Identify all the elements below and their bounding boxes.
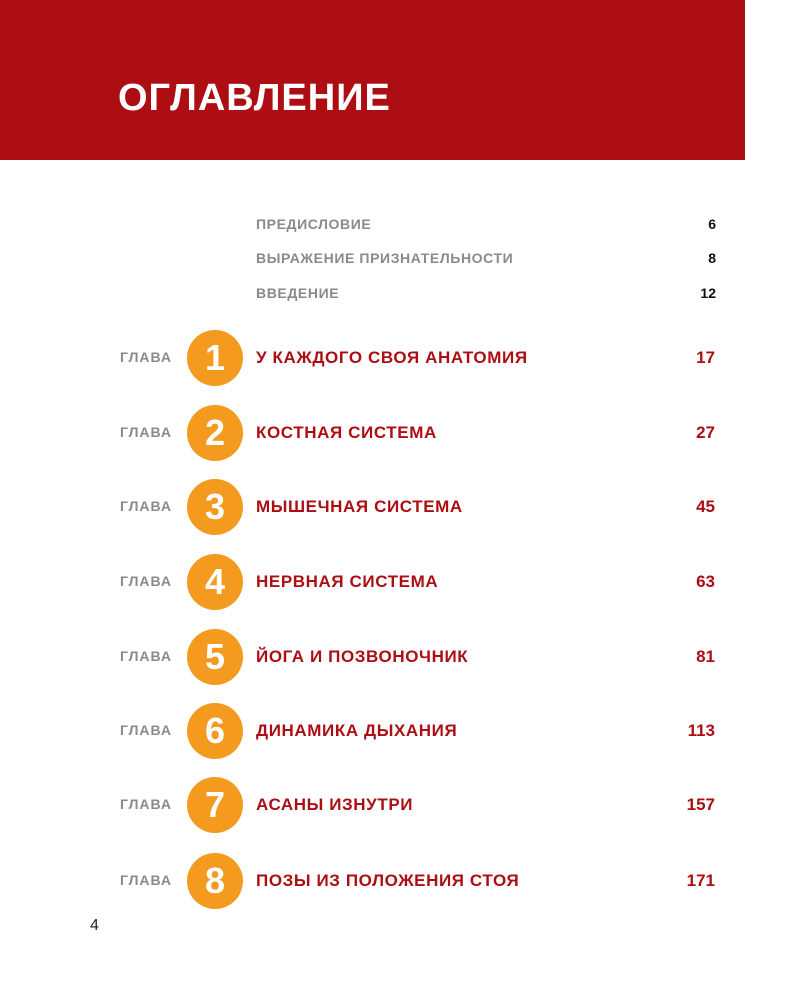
- chapter-title: ПОЗЫ ИЗ ПОЛОЖЕНИЯ СТОЯ: [256, 871, 520, 890]
- chapter-page: 17: [696, 348, 715, 367]
- chapter-label: ГЛАВА: [120, 648, 173, 664]
- toc-entry-introduction[interactable]: [256, 282, 716, 304]
- chapter-number-badge: 2: [187, 405, 243, 461]
- chapter-number-badge: 7: [187, 777, 243, 833]
- chapter-page: 171: [686, 871, 715, 890]
- toc-entry-title: ПРЕДИСЛОВИЕ: [256, 216, 372, 232]
- chapter-number-badge: 3: [187, 479, 243, 535]
- chapter-number-badge: 8: [187, 853, 243, 909]
- chapter-label: ГЛАВА: [120, 424, 173, 440]
- toc-chapter-2[interactable]: [0, 403, 800, 463]
- chapter-title: АСАНЫ ИЗНУТРИ: [256, 795, 414, 814]
- toc-entry-title: ВЫРАЖЕНИЕ ПРИЗНАТЕЛЬНОСТИ: [256, 250, 514, 266]
- chapter-number-badge: 4: [187, 554, 243, 610]
- chapter-label: ГЛАВА: [120, 573, 173, 589]
- chapter-number-badge: 1: [187, 330, 243, 386]
- toc-chapter-4[interactable]: [0, 552, 800, 612]
- chapter-number-badge: 6: [187, 703, 243, 759]
- toc-chapter-7[interactable]: [0, 775, 800, 835]
- chapter-title: ЙОГА И ПОЗВОНОЧНИК: [256, 647, 469, 666]
- chapter-title: КОСТНАЯ СИСТЕМА: [256, 423, 437, 442]
- chapter-page: 81: [696, 647, 715, 666]
- toc-entry-page: 8: [708, 250, 716, 266]
- chapter-label: ГЛАВА: [120, 796, 173, 812]
- chapter-label: ГЛАВА: [120, 722, 173, 738]
- toc-chapter-1[interactable]: [0, 328, 800, 388]
- chapter-title: У КАЖДОГО СВОЯ АНАТОМИЯ: [256, 348, 528, 367]
- toc-chapter-3[interactable]: [0, 477, 800, 537]
- chapter-title: НЕРВНАЯ СИСТЕМА: [256, 572, 439, 591]
- chapter-number-badge: 5: [187, 629, 243, 685]
- toc-chapter-6[interactable]: [0, 701, 800, 761]
- chapter-label: ГЛАВА: [120, 349, 173, 365]
- toc-chapter-8[interactable]: [0, 851, 800, 911]
- toc-entry-acknowledgements[interactable]: [256, 247, 716, 269]
- chapter-page: 63: [696, 572, 715, 591]
- page-number: 4: [90, 917, 99, 934]
- toc-chapter-5[interactable]: [0, 627, 800, 687]
- chapter-page: 27: [696, 423, 715, 442]
- chapter-page: 113: [687, 721, 715, 740]
- toc-entry-page: 12: [700, 285, 716, 301]
- chapter-title: ДИНАМИКА ДЫХАНИЯ: [256, 721, 458, 740]
- chapter-page: 157: [686, 795, 715, 814]
- page-title: ОГЛАВЛЕНИЕ: [118, 77, 391, 119]
- chapter-page: 45: [696, 497, 715, 516]
- toc-entry-preface[interactable]: [256, 213, 716, 235]
- chapter-label: ГЛАВА: [120, 872, 173, 888]
- chapter-title: МЫШЕЧНАЯ СИСТЕМА: [256, 497, 463, 516]
- chapter-label: ГЛАВА: [120, 498, 173, 514]
- toc-entry-page: 6: [708, 216, 716, 232]
- toc-entry-title: ВВЕДЕНИЕ: [256, 285, 340, 301]
